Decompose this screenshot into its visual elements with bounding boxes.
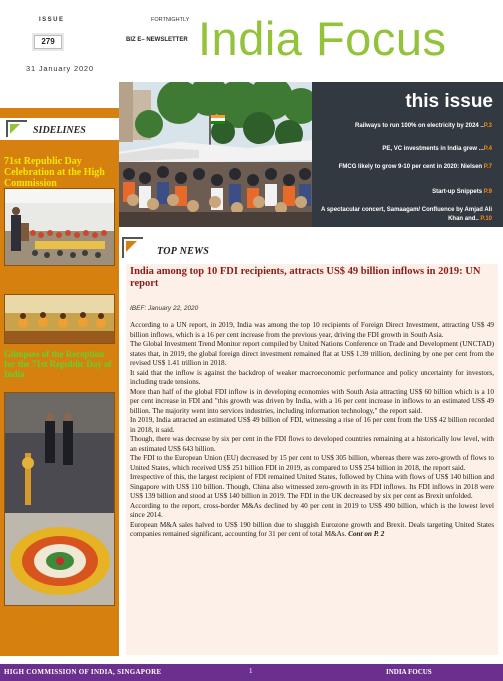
republic-day-photo [4,188,115,266]
issue-item-page: P.10 [480,216,492,222]
hero-photo [119,82,312,227]
issue-item-text: Railways to run 100% on electricity by 2024 .. [355,123,484,129]
reception-caption: Glimpses of the Reception for the 71st Republic Day of India [4,349,112,379]
issue-number: 279 [34,35,62,49]
top-news-header [122,237,252,261]
issue-item-text: Start-up Snippets [432,189,483,195]
publication-title: India Focus [198,12,447,65]
frequency-label: FORTNIGHTLY [151,17,190,23]
folded-corner-icon [122,237,144,259]
issue-label: ISSUE [39,17,65,23]
issue-item-concert[interactable] [312,206,492,224]
article-paragraph-last [130,521,494,540]
republic-day-caption: 71st Republic Day Celebration at the High Commission [4,156,105,189]
top-news-title: TOP NEWS [157,246,210,257]
article-paragraph: According to a UN report, in 2019, India was among the top 10 recipients of Foreign Direct Investment, attracting US$ 49 billion inflows, which is a 16 per cent increase from the previous year, driving the FDI growth in South Asia. [130,321,494,339]
issue-date: 31 January 2020 [26,64,94,73]
issue-item-page: P.3 [483,123,492,129]
page-number: 1 [249,667,253,675]
masthead-header [0,0,503,82]
article-paragraph: It said that the inflow is against the backdrop of weaker macroeconomic performance and policy uncertainty for investors, including trade tensions. [130,368,494,386]
top-news-article [126,264,498,655]
article-paragraph: European M&A sales halved to US$ 190 billion due to sluggish Eurozone growth and Brexit. Deals targeting United States companies remained significant, accounting for 31 per cent of total M&As. [130,520,494,538]
article-source: IBEF: January 22, 2020 [130,305,199,312]
article-paragraph: More than half of the global FDI inflow is in developing economies with South Asia attracting US$ 60 billion which is a 10 per cent increase in FDI and "this growth was driven by India, with a 16 per cent increase in inflows to an estimated US$ 49 billion. The majority went into services industries, including information technology," the report said. [130,387,494,415]
issue-item-pe-vc[interactable] [312,145,492,154]
issue-item-page: P.9 [483,189,492,195]
issue-item-text: A spectacular concert, Samaagam/ Confluence by Amjad Ali Khan and.. [320,207,492,222]
sidelines-sidebar [0,108,119,656]
article-headline: India among top 10 FDI recipients, attracts US$ 49 billion inflows in 2019: UN report [130,266,481,289]
page-footer [0,664,503,681]
this-issue-panel [312,82,503,227]
issue-item-page: P.4 [483,146,492,152]
folded-corner-icon [6,120,28,138]
article-paragraph: According to the report, cross-border M&As declined by 40 per cent in 2019 to US$ 490 billion, which is the lowest level since 2014. [130,501,494,519]
issue-item-text: FMCG likely to grow 9-10 per cent in 2020: Nielsen [338,164,483,170]
article-paragraph: The Global Investment Trend Monitor report compiled by United Nations Conference on Trade and Development (UNCTAD) states that, in 2019, the global foreign direct investment remained flat at US$ 1.39 trillion, declining by one per cent from the revised US$ 1.41 trillion in 2018. [130,340,494,367]
sidelines-title: SIDELINES [33,125,86,136]
performance-photo [4,294,115,344]
article-paragraph: The FDI to the European Union (EU) decreased by 15 per cent to US$ 305 billion, whereas there was zero-growth of flows to United States, which received US$ 251 billion FDI in 2019, as compared to US$ 254 billion in 2018, the report said. [130,454,494,472]
footer-publication: INDIA FOCUS [386,668,432,676]
article-paragraph: Irrespective of this, the largest recipient of FDI remained United States, followed by China with flows of US$ 140 billion and Singapore with US$ 110 billion. Though, China also witnessed zero-growth in its FDI inflows. Its FDI inflows in 2018 were US$ 139 billion and stood at US$ 140 billion in 2019. The FDI in the UK decreased by six per cent as Brexit unfolded. [130,473,494,500]
continued-link[interactable]: Cont on P. 2 [348,530,385,538]
this-issue-title: this issue [405,91,493,112]
article-body [130,321,494,540]
newsletter-label: BIZ E– NEWSLETTER [126,37,188,43]
issue-item-railways[interactable] [312,122,492,131]
footer-organization: HIGH COMMISSION OF INDIA, SINGAPORE [4,668,162,676]
issue-item-page: P.7 [483,164,492,170]
article-paragraph: In 2019, India attracted an estimated US$ 49 billion of FDI, witnessing a rise of 16 per cent from the US$ 42 billion recorded in 2018, it said. [130,416,494,434]
issue-item-fmcg[interactable] [312,163,492,172]
issue-item-startup[interactable] [312,188,492,197]
issue-item-text: PE, VC investments in India grew ... [382,146,484,152]
reception-photo [4,392,115,606]
article-paragraph: Though, there was decrease by six per cent in the FDI flows to developed countries remaining at a historically low level, with an estimated US$ 643 billion. [130,435,494,453]
